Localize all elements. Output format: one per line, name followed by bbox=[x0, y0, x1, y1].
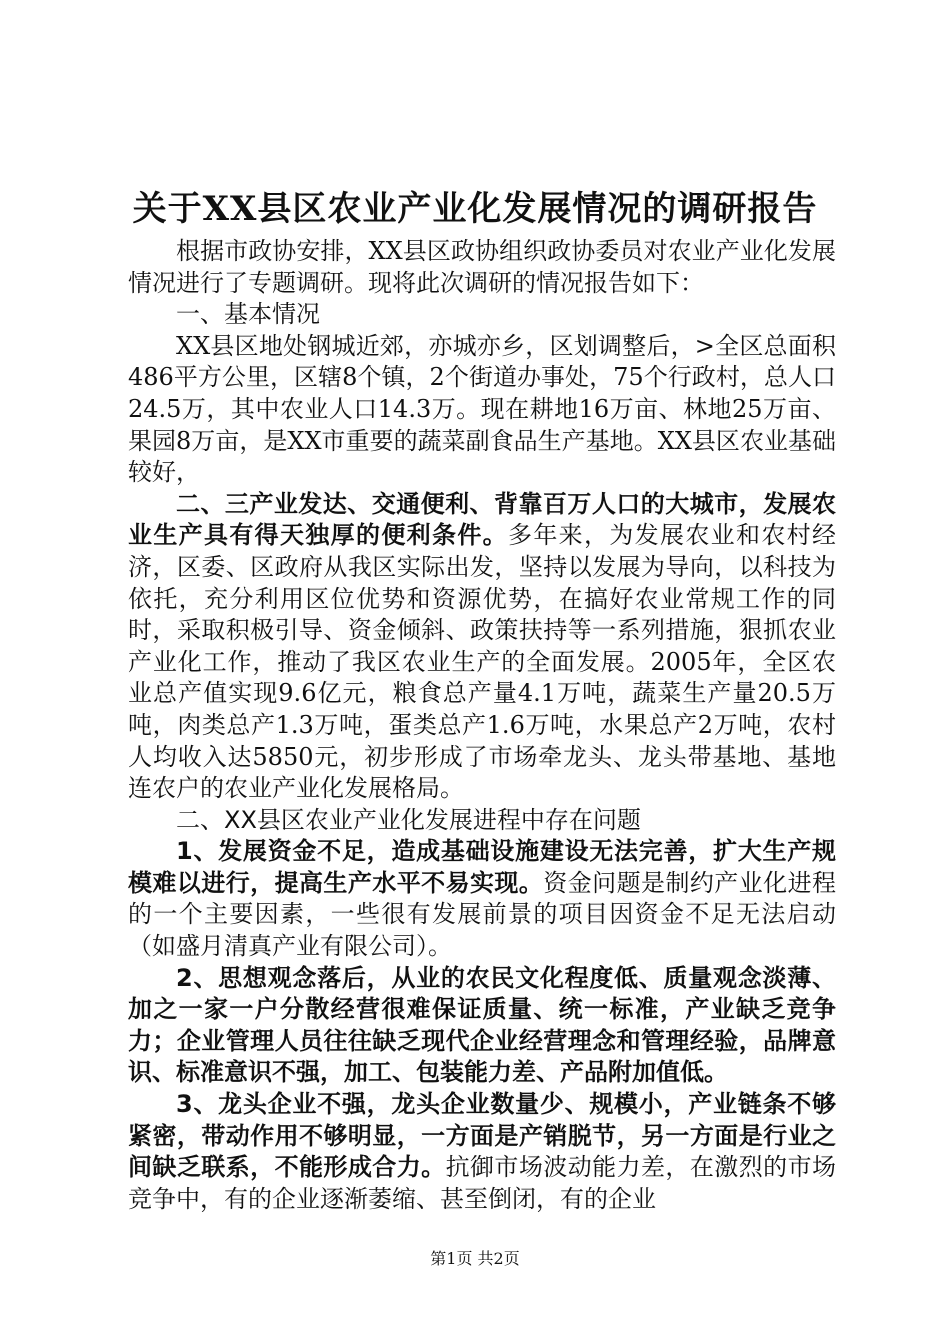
problem-1-text: 资金问题是制约产业化进程的一个主要因素，一些很有发展前景的项目因资金不足无法启动（如盛月清真产业有限公司）。 bbox=[128, 868, 837, 961]
problem-3-paragraph bbox=[128, 1089, 836, 1215]
problem-3-text: 抗御市场波动能力差，在激烈的市场竞争中，有的企业逐渐萎缩、甚至倒闭，有的企业 bbox=[128, 1153, 837, 1213]
page-number-footer: 第1页 共2页 bbox=[430, 1249, 520, 1268]
advantages-lead: 二、三产业发达、交通便利、背靠百万人口的大城市，发展农业生产具有得天独厚的便利条件。 bbox=[128, 489, 836, 550]
basic-situation-paragraph: XX县区地处钢城近郊，亦城亦乡，区划调整后，>全区总面积486平方公里，区辖8个镇，2个街道办事处，75个行政村，总人口24.5万，其中农业人口14.3万。现在耕地16万亩、林地25万亩、果园8万亩，是XX市重要的蔬菜副食品生产基地。XX县区农业基础较好， bbox=[128, 331, 836, 487]
section-heading-basic: 一、基本情况 bbox=[176, 300, 320, 329]
intro-paragraph: 根据市政协安排，XX县区政协组织政协委员对农业产业化发展情况进行了专题调研。现将此次调研的情况报告如下： bbox=[128, 237, 836, 297]
document-title: 关于XX县区农业产业化发展情况的调研报告 bbox=[132, 189, 818, 229]
problem-1-paragraph bbox=[128, 836, 836, 962]
section-heading-problems: 二、XX县区农业产业化发展进程中存在问题 bbox=[176, 805, 641, 834]
advantages-text: 多年来，为发展农业和农村经济，区委、区政府从我区实际出发，坚持以发展为导向，以科技为依托，充分利用区位优势和资源优势，在搞好农业常规工作的同时，采取积极引导、资金倾斜、政策扶持等一系列措施，狠抓农业产业化工作，推动了我区农业生产的全面发展。2005年，全区农业总产值实现9.6亿元，粮食总产量4.1万吨，蔬菜生产量20.5万吨，肉类总产1.3万吨，蛋类总产1.6万吨，水果总产2万吨，农村人均收入达5850元，初步形成了市场牵龙头、龙头带基地、基地连农户的农业产业化发展格局。 bbox=[128, 521, 836, 803]
problem-2-lead: 2、思想观念落后，从业的农民文化程度低、质量观念淡薄、加之一家一户分散经营很难保证质量、统一标准，产业缺乏竞争力；企业管理人员往往缺乏现代企业经营理念和管理经验，品牌意识、标准意识不强，加工、包装能力差、产品附加值低。 bbox=[128, 963, 836, 1087]
problem-3-lead: 3、龙头企业不强，龙头企业数量少、规模小，产业链条不够紧密，带动作用不够明显，一方面是产销脱节，另一方面是行业之间缺乏联系，不能形成合力。 bbox=[128, 1090, 836, 1182]
problem-2-paragraph bbox=[128, 963, 836, 1089]
problem-1-lead: 1、发展资金不足，造成基础设施建设无法完善，扩大生产规模难以进行，提高生产水平不易实现。 bbox=[128, 837, 836, 897]
document-body bbox=[128, 236, 836, 1215]
advantages-paragraph bbox=[128, 489, 836, 805]
